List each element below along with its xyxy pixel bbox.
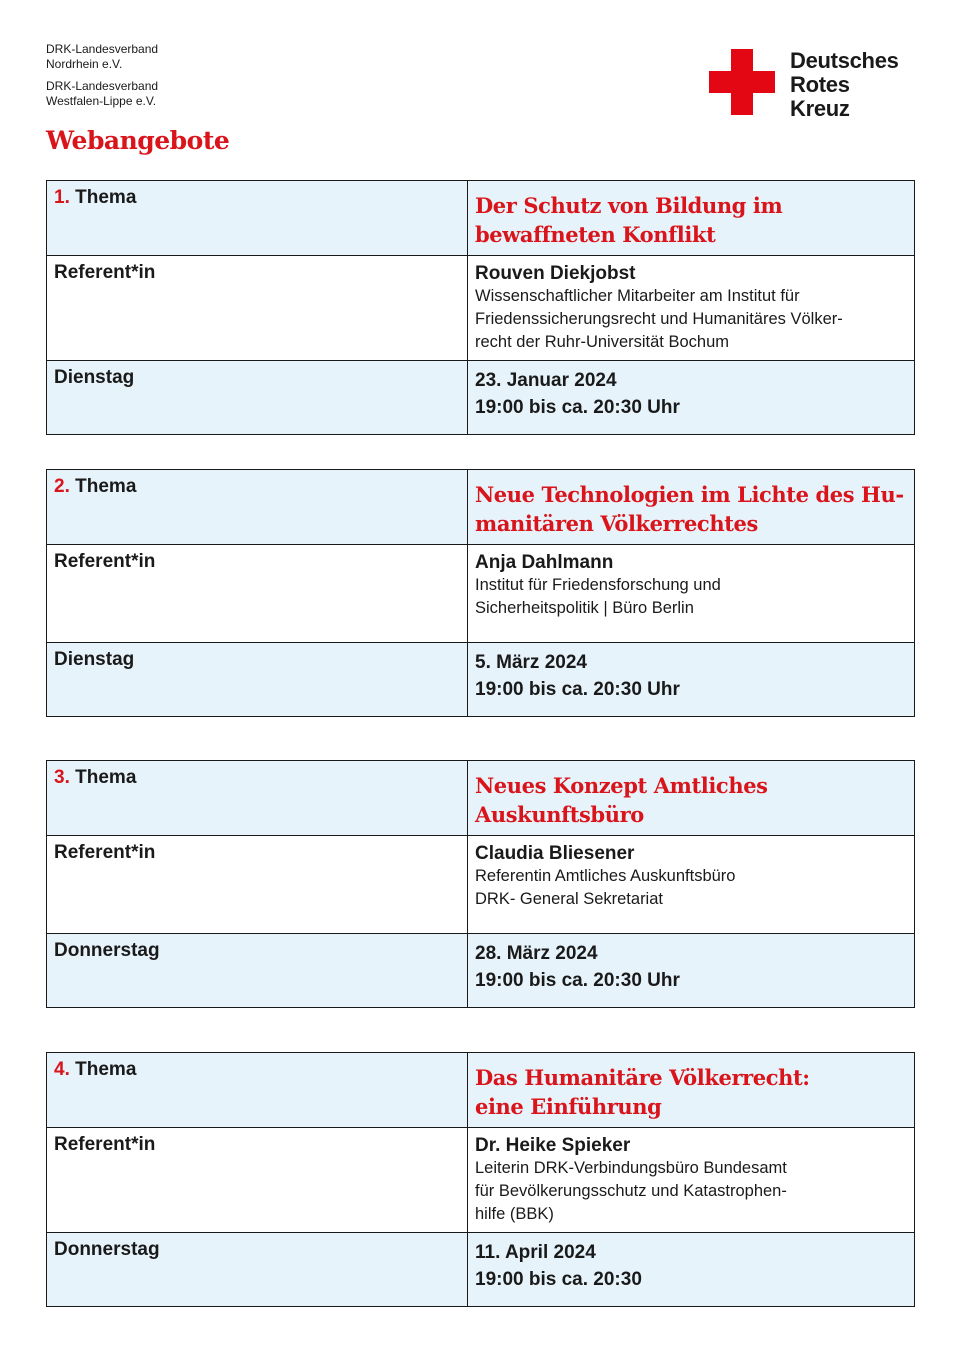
weekday: Donnerstag [54, 1239, 160, 1260]
page-title: Webangebote [46, 126, 230, 155]
topic-label: Thema [75, 1059, 137, 1080]
day-cell [47, 643, 468, 717]
logo-line: Kreuz [790, 96, 850, 121]
speaker-description [475, 1157, 907, 1226]
event-table-1 [46, 180, 915, 435]
speaker-cell [468, 1128, 915, 1233]
topic-line: Der Schutz von Bildung im [475, 193, 783, 218]
topic-line: bewaffneten Konflikt [475, 222, 716, 247]
speaker-description [475, 285, 907, 354]
topic-cell [468, 1053, 915, 1128]
org-line: DRK-Landesverband [46, 42, 159, 56]
speaker-desc-line: Referentin Amtliches Auskunftsbüro [475, 867, 736, 885]
speaker-name: Anja Dahlmann [475, 552, 614, 573]
event-table-3 [46, 760, 915, 1008]
speaker-desc-line: Wissenschaftlicher Mitarbeiter am Institut für [475, 287, 800, 305]
topic-label: Thema [75, 187, 137, 208]
topic-line: Neue Technologien im Lichte des Hu- [475, 482, 904, 507]
red-cross-icon [709, 49, 775, 115]
speaker-label-cell [47, 836, 468, 934]
speaker-name: Claudia Bliesener [475, 843, 635, 864]
weekday: Dienstag [54, 367, 135, 388]
event-time: 19:00 bis ca. 20:30 Uhr [475, 679, 680, 700]
organization-names [46, 42, 158, 116]
event-number: 3. [54, 767, 70, 788]
speaker-desc-line: Sicherheitspolitik | Büro Berlin [475, 599, 694, 617]
org-nordrhein [46, 42, 158, 72]
weekday: Dienstag [54, 649, 135, 670]
speaker-desc-line: Leiterin DRK-Verbindungsbüro Bundesamt [475, 1159, 787, 1177]
topic-line: eine Einführung [475, 1094, 662, 1119]
speaker-name: Dr. Heike Spieker [475, 1135, 631, 1156]
speaker-label: Referent*in [54, 262, 156, 283]
speaker-description [475, 574, 907, 620]
event-number: 2. [54, 476, 70, 497]
logo-line: Deutsches [790, 48, 899, 73]
topic-line: Auskunftsbüro [475, 802, 644, 827]
org-line: Westfalen-Lippe e.V. [46, 94, 157, 108]
day-cell [47, 361, 468, 435]
speaker-desc-line: recht der Ruhr-Universität Bochum [475, 333, 730, 351]
speaker-desc-line: DRK- General Sekretariat [475, 890, 663, 908]
event-date: 23. Januar 2024 [475, 370, 617, 391]
topic-row [47, 470, 915, 545]
event-number: 1. [54, 187, 70, 208]
date-row [47, 361, 915, 435]
date-row [47, 934, 915, 1008]
datetime-cell [468, 643, 915, 717]
event-time: 19:00 bis ca. 20:30 [475, 1269, 642, 1290]
event-table-4 [46, 1052, 915, 1307]
speaker-row [47, 545, 915, 643]
topic-label-cell [47, 181, 468, 256]
day-cell [47, 1233, 468, 1307]
topic-label-cell [47, 1053, 468, 1128]
date-row [47, 643, 915, 717]
date-row [47, 1233, 915, 1307]
event-time: 19:00 bis ca. 20:30 Uhr [475, 397, 680, 418]
topic-line: Neues Konzept Amtliches [475, 773, 768, 798]
speaker-cell [468, 256, 915, 361]
org-line: Nordrhein e.V. [46, 57, 123, 71]
topic-label: Thema [75, 767, 137, 788]
datetime-cell [468, 361, 915, 435]
drk-logo [709, 49, 899, 121]
datetime-cell [468, 934, 915, 1008]
topic-label-cell [47, 761, 468, 836]
topic-cell [468, 470, 915, 545]
event-date: 11. April 2024 [475, 1242, 596, 1263]
speaker-label-cell [47, 256, 468, 361]
topic-row [47, 1053, 915, 1128]
speaker-label: Referent*in [54, 1134, 156, 1155]
event-date: 5. März 2024 [475, 652, 587, 673]
datetime-cell [468, 1233, 915, 1307]
speaker-desc-line: Friedenssicherungsrecht und Humanitäres Völker- [475, 310, 843, 328]
speaker-row [47, 1128, 915, 1233]
speaker-cell [468, 836, 915, 934]
topic-cell [468, 181, 915, 256]
speaker-desc-line: für Bevölkerungsschutz und Katastrophen- [475, 1182, 787, 1200]
speaker-desc-line: Institut für Friedensforschung und [475, 576, 721, 594]
speaker-label-cell [47, 545, 468, 643]
topic-label-cell [47, 470, 468, 545]
weekday: Donnerstag [54, 940, 160, 961]
topic-cell [468, 761, 915, 836]
speaker-label: Referent*in [54, 551, 156, 572]
topic-line: manitären Völkerrechtes [475, 511, 758, 536]
speaker-row [47, 836, 915, 934]
speaker-description [475, 865, 907, 911]
day-cell [47, 934, 468, 1008]
speaker-cell [468, 545, 915, 643]
speaker-name: Rouven Diekjobst [475, 263, 636, 284]
topic-row [47, 761, 915, 836]
speaker-label-cell [47, 1128, 468, 1233]
event-number: 4. [54, 1059, 70, 1080]
event-table-2 [46, 469, 915, 717]
org-westfalen-lippe [46, 79, 158, 109]
event-date: 28. März 2024 [475, 943, 598, 964]
logo-line: Rotes [790, 72, 850, 97]
speaker-desc-line: hilfe (BBK) [475, 1205, 554, 1223]
speaker-label: Referent*in [54, 842, 156, 863]
topic-row [47, 181, 915, 256]
event-time: 19:00 bis ca. 20:30 Uhr [475, 970, 680, 991]
speaker-row [47, 256, 915, 361]
org-line: DRK-Landesverband [46, 79, 159, 93]
topic-label: Thema [75, 476, 137, 497]
logo-wordmark [790, 49, 899, 121]
topic-line: Das Humanitäre Völkerrecht: [475, 1065, 810, 1090]
